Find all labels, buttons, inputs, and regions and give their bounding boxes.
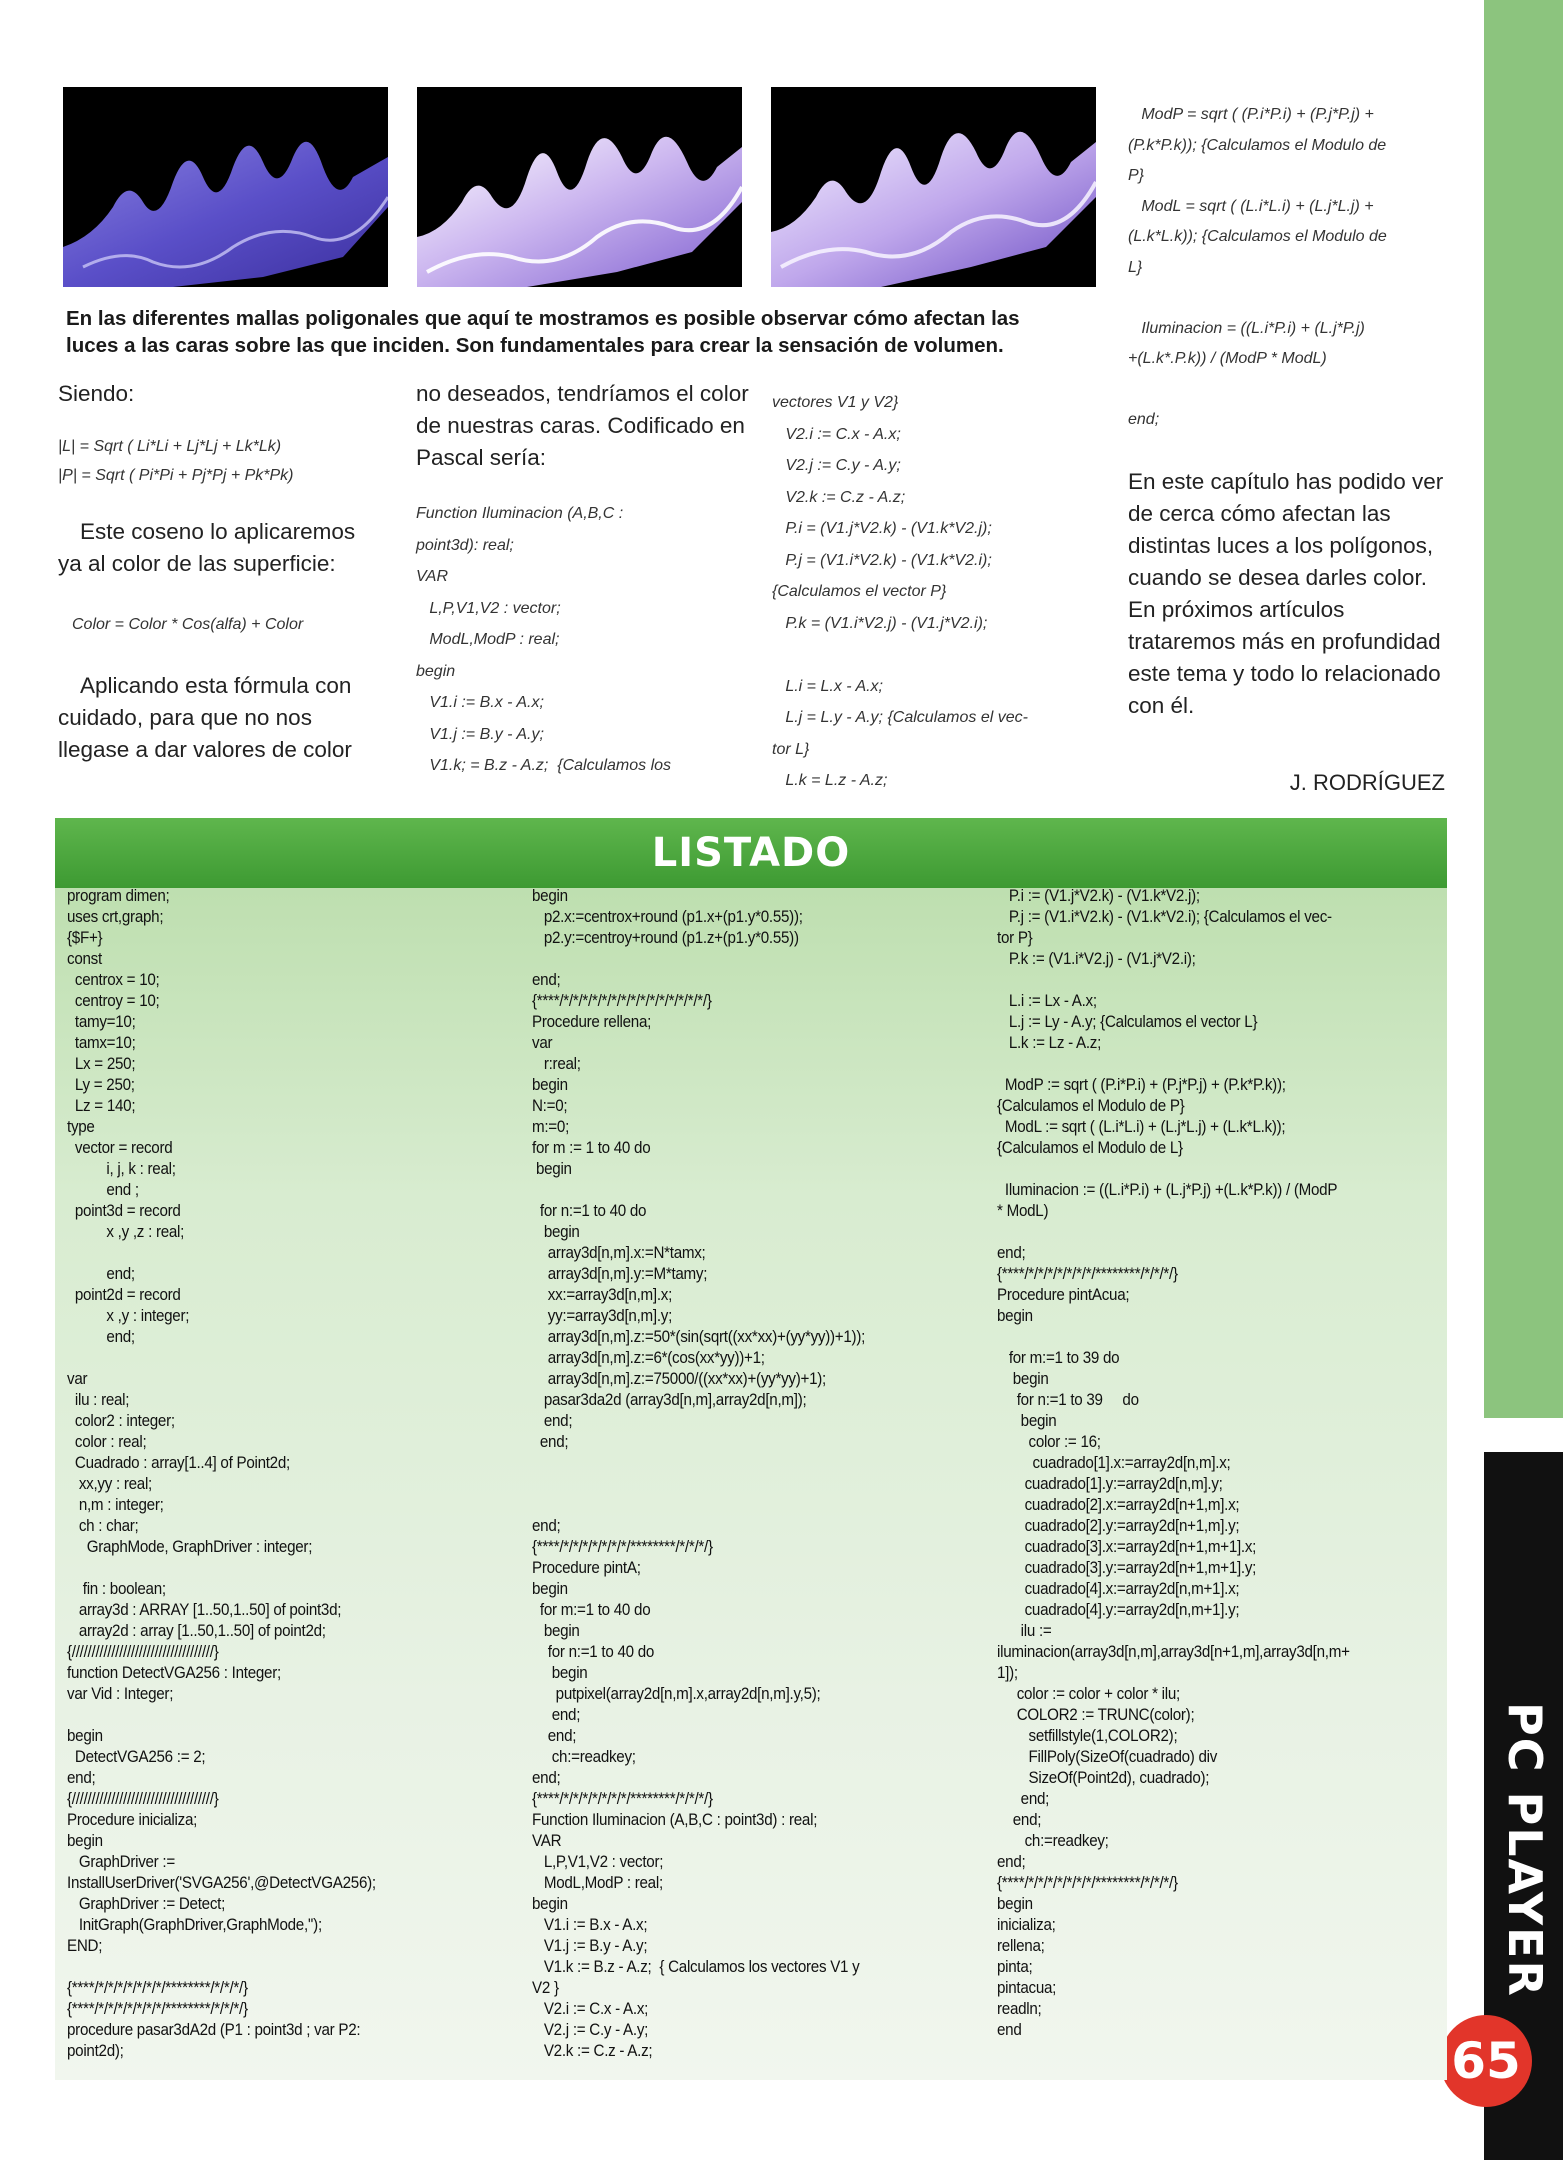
text-column-4 — [1128, 100, 1458, 722]
text-column-1 — [58, 378, 378, 766]
image-caption: En las diferentes mallas poligonales que aquí te mostramos es posible observar cómo afectan las luces a las caras sobre las que inciden. Son fundamentales para crear la sensación de volumen. — [66, 307, 1020, 357]
formula-color: Color = Color * Cos(alfa) + Color — [72, 616, 304, 633]
pascal-snippet-1: Function Iluminacion (A,B,C : point3d): real; VAR L,P,V1,V2 : vector; ModL,ModP : real; begin V1.i := B.x - A.x; V1.j := B.y - A.y; V1.k; = B.z - A.z; {Calculamos los — [416, 505, 672, 774]
text-column-2 — [416, 378, 756, 782]
mesh-render-3 — [771, 87, 1096, 287]
listing-header — [55, 818, 1447, 888]
formula-modulus-p: |P| = Sqrt ( Pi*Pi + Pj*Pj + Pk*Pk) — [58, 467, 294, 484]
mesh-render-1 — [63, 87, 388, 287]
paragraph-coseno: Este coseno lo aplicaremos ya al color de las superficie: — [58, 519, 356, 576]
page-number: 65 — [1440, 2015, 1532, 2107]
listing-box — [55, 818, 1447, 2080]
sidebar-green-bar — [1484, 0, 1563, 1418]
paragraph-codificado: no deseados, tendríamos el color de nuestras caras. Codificado en Pascal sería: — [416, 381, 749, 470]
magazine-name: PC PLAYER — [1498, 1702, 1552, 1998]
paragraph-aplicando: Aplicando esta fórmula con cuidado, para que no nos llegase a dar valores de color — [58, 673, 352, 762]
listing-code-column-1: program dimen; uses crt,graph; {$F+} const centrox = 10; centroy = 10; tamy=10; tamx=10; Lx = 250; Ly = 250; Lz = 140; type vector = record i, j, k : real; end ; point3d = record x ,y ,z : real; end; point2d = record x ,y : integer; end; var ilu : real; color2 : integer; color : real; Cuadrado : array[1..4] of Point2d; xx,yy : real; n,m : integer; ch : char; GraphMode, GraphDriver : integer; fin : boolean; array3d : ARRAY [1..50,1..50] of point3d; array2d : array [1..50,1..50] of point2d; {////////////////////////////////////} function DetectVGA256 : Integer; var Vid : Integer; begin DetectVGA256 := 2; end; {////////////////////////////////////} Procedure inicializa; begin GraphDriver := InstallUserDriver('SVGA256',@DetectVGA256); GraphDriver := Detect; InitGraph(GraphDriver,GraphMode,''); END; {****/*/*/*/*/*/*/*/********/*/*/*/} {****/*/*/*/*/*/*/*/********/*/*/*/} procedure pasar3dA2d (P1 : point3d ; var P2: point2d); — [67, 887, 376, 2060]
paragraph-conclusion: En este capítulo has podido ver de cerca cómo afectan las distintas luces a los polígonos, cuando se desea darles color. En próximos artículos trataremos más en profundidad este tema y todo lo relacionado con él. — [1128, 468, 1444, 718]
pascal-snippet-3: ModP = sqrt ( (P.i*P.i) + (P.j*P.j) + (P.k*P.k)); {Calculamos el Modulo de P} ModL = sqrt ( (L.i*L.i) + (L.j*L.j) + (L.k*L.k)); {Calculamos el Modulo de L} Iluminacion = ((L.i*P.i) + (L.j*P.j) +(L.k*.P.k)) / (ModP * ModL) end; — [1128, 106, 1387, 428]
author-signature: J. RODRÍGUEZ — [1289, 770, 1445, 795]
listing-code-column-2: begin p2.x:=centrox+round (p1.x+(p1.y*0.55)); p2.y:=centroy+round (p1.z+(p1.y*0.55)) end; {****/*/*/*/*/*/*/*/*/*/*/*/*/*/*/*/} Procedure rellena; var r:real; begin N:=0; m:=0; for m := 1 to 40 do begin for n:=1 to 40 do begin array3d[n,m].x:=N*tamx; array3d[n,m].y:=M*tamy; xx:=array3d[n,m].x; yy:=array3d[n,m].y; array3d[n,m].z:=50*(sin(sqrt((xx*xx)+(yy*yy))+1)); array3d[n,m].z:=6*(cos(xx*yy))+1; array3d[n,m].z:=75000/((xx*xx)+(yy*yy)+1); pasar3da2d (array3d[n,m],array2d[n,m]); end; end; end; {****/*/*/*/*/*/*/*/********/*/*/*/} Procedure pintA; begin for m:=1 to 40 do begin for n:=1 to 40 do begin putpixel(array2d[n,m].x,array2d[n,m].y,5); end; end; ch:=readkey; end; {****/*/*/*/*/*/*/*/********/*/*/*/} Function Iluminacion (A,B,C : point3d) : real; VAR L,P,V1,V2 : vector; ModL,ModP : real; begin V1.i := B.x - A.x; V1.j := B.y - A.y; V1.k := B.z - A.z; { Calculamos los vectores V1 y V2 } V2.i := C.x - A.x; V2.j := C.y - A.y; V2.k := C.z - A.z; — [532, 887, 866, 2060]
mesh-render-2 — [417, 87, 742, 287]
formula-modulus-l: |L| = Sqrt ( Li*Li + Lj*Lj + Lk*Lk) — [58, 438, 282, 455]
pascal-snippet-2: vectores V1 y V2} V2.i := C.x - A.x; V2.j := C.y - A.y; V2.k := C.z - A.z; P.i = (V1.j*V2.k) - (V1.k*V2.j); P.j = (V1.i*V2.k) - (V1.k*V2.i); {Calculamos el vector P} P.k = (V1.i*V2.j) - (V1.j*V2.i); L.i = L.x - A.x; L.j = L.y - A.y; {Calculamos el vec- tor L} L.k = L.z - A.z; — [772, 394, 1028, 789]
text-column-3 — [772, 387, 1112, 797]
siendo-label: Siendo: — [58, 381, 135, 406]
listing-code-column-3: P.i := (V1.j*V2.k) - (V1.k*V2.j); P.j := (V1.i*V2.k) - (V1.k*V2.i); {Calculamos el vec- tor P} P.k := (V1.i*V2.j) - (V1.j*V2.i); L.i := Lx - A.x; L.j := Ly - A.y; {Calculamos el vector L} L.k := Lz - A.z; ModP := sqrt ( (P.i*P.i) + (P.j*P.j) + (P.k*P.k)); {Calculamos el Modulo de P} ModL := sqrt ( (L.i*L.i) + (L.j*L.j) + (L.k*L.k)); {Calculamos el Modulo de L} Iluminacion := ((L.i*P.i) + (L.j*P.j) +(L.k*P.k)) / (ModP * ModL) end; {****/*/*/*/*/*/*/*/********/*/*/*/} Procedure pintAcua; begin for m:=1 to 39 do begin for n:=1 to 39 do begin color := 16; cuadrado[1].x:=array2d[n,m].x; cuadrado[1].y:=array2d[n,m].y; cuadrado[2].x:=array2d[n+1,m].x; cuadrado[2].y:=array2d[n+1,m].y; cuadrado[3].x:=array2d[n+1,m+1].x; cuadrado[3].y:=array2d[n+1,m+1].y; cuadrado[4].x:=array2d[n,m+1].x; cuadrado[4].y:=array2d[n,m+1].y; ilu := iluminacion(array3d[n,m],array3d[n+1,m],array3d[n,m+ 1]); color := color + color * ilu; COLOR2 := TRUNC(color); setfillstyle(1,COLOR2); FillPoly(SizeOf(cuadrado) div SizeOf(Point2d), cuadrado); end; end; ch:=readkey; end; {****/*/*/*/*/*/*/*/********/*/*/*/} begin inicializa; rellena; pinta; pintacua; readln; end — [997, 887, 1350, 2039]
listing-title: LISTADO — [651, 830, 851, 876]
